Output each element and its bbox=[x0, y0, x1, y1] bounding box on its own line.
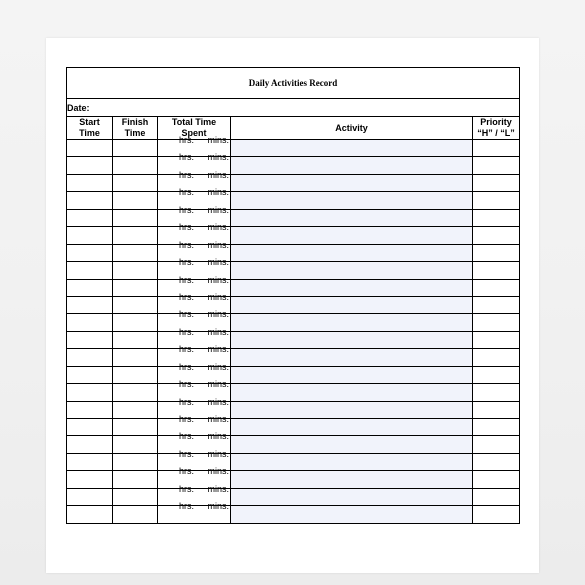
mins-label: mins. bbox=[207, 309, 229, 320]
table-row bbox=[67, 227, 520, 244]
finish-time-cell[interactable] bbox=[113, 436, 158, 453]
table-row bbox=[67, 192, 520, 209]
activity-cell[interactable] bbox=[231, 314, 473, 331]
header-total-time: Total Time Spent bbox=[158, 117, 231, 140]
finish-time-cell[interactable] bbox=[113, 174, 158, 191]
priority-cell[interactable] bbox=[473, 209, 520, 226]
priority-cell[interactable] bbox=[473, 453, 520, 470]
priority-cell[interactable] bbox=[473, 296, 520, 313]
mins-label: mins. bbox=[207, 239, 229, 250]
table-row bbox=[67, 436, 520, 453]
activity-cell[interactable] bbox=[231, 331, 473, 348]
priority-cell[interactable] bbox=[473, 436, 520, 453]
priority-cell[interactable] bbox=[473, 157, 520, 174]
hrs-label: hrs. bbox=[179, 501, 195, 512]
activity-cell[interactable] bbox=[231, 488, 473, 505]
finish-time-cell[interactable] bbox=[113, 471, 158, 488]
activity-cell[interactable] bbox=[231, 227, 473, 244]
table-row bbox=[67, 140, 520, 157]
hrs-label: hrs. bbox=[179, 326, 195, 337]
header-start-time: Start Time bbox=[67, 117, 113, 140]
mins-label: mins. bbox=[207, 222, 229, 233]
finish-time-cell[interactable] bbox=[113, 209, 158, 226]
finish-time-cell[interactable] bbox=[113, 453, 158, 470]
start-time-cell[interactable] bbox=[67, 506, 113, 523]
mins-label: mins. bbox=[207, 448, 229, 459]
priority-cell[interactable] bbox=[473, 227, 520, 244]
mins-label: mins. bbox=[207, 169, 229, 180]
start-time-cell[interactable] bbox=[67, 157, 113, 174]
start-time-cell[interactable] bbox=[67, 192, 113, 209]
hrs-label: hrs. bbox=[179, 222, 195, 233]
activity-cell[interactable] bbox=[231, 384, 473, 401]
table-row bbox=[67, 506, 520, 523]
header-finish-time: Finish Time bbox=[113, 117, 158, 140]
activity-cell[interactable] bbox=[231, 506, 473, 523]
mins-label: mins. bbox=[207, 326, 229, 337]
table-row bbox=[67, 157, 520, 174]
start-time-cell[interactable] bbox=[67, 453, 113, 470]
table-row bbox=[67, 401, 520, 418]
mins-label: mins. bbox=[207, 274, 229, 285]
activity-cell[interactable] bbox=[231, 157, 473, 174]
hrs-label: hrs. bbox=[179, 309, 195, 320]
daily-activities-table bbox=[66, 67, 520, 524]
start-time-cell[interactable] bbox=[67, 488, 113, 505]
hrs-label: hrs. bbox=[179, 448, 195, 459]
start-time-cell[interactable] bbox=[67, 174, 113, 191]
form-title: Daily Activities Record bbox=[67, 68, 520, 99]
mins-label: mins. bbox=[207, 291, 229, 302]
table-row bbox=[67, 174, 520, 191]
activity-cell[interactable] bbox=[231, 140, 473, 157]
activity-cell[interactable] bbox=[231, 436, 473, 453]
activity-cell[interactable] bbox=[231, 401, 473, 418]
finish-time-cell[interactable] bbox=[113, 349, 158, 366]
mins-label: mins. bbox=[207, 344, 229, 355]
table-row bbox=[67, 209, 520, 226]
mins-label: mins. bbox=[207, 135, 229, 145]
hrs-label: hrs. bbox=[179, 414, 195, 424]
activity-cell[interactable] bbox=[231, 296, 473, 313]
table-row bbox=[67, 262, 520, 279]
finish-time-cell[interactable] bbox=[113, 192, 158, 209]
hrs-label: hrs. bbox=[179, 187, 195, 198]
start-time-cell[interactable] bbox=[67, 419, 113, 436]
priority-cell[interactable] bbox=[473, 471, 520, 488]
activity-cell[interactable] bbox=[231, 174, 473, 191]
hrs-label: hrs. bbox=[179, 204, 195, 215]
mins-label: mins. bbox=[207, 431, 229, 442]
start-time-cell[interactable] bbox=[67, 471, 113, 488]
start-time-cell[interactable] bbox=[67, 262, 113, 279]
priority-cell[interactable] bbox=[473, 488, 520, 505]
start-time-cell[interactable] bbox=[67, 366, 113, 383]
finish-time-cell[interactable] bbox=[113, 279, 158, 296]
date-field[interactable] bbox=[67, 99, 520, 117]
activity-cell[interactable] bbox=[231, 244, 473, 261]
activity-cell[interactable] bbox=[231, 453, 473, 470]
table-row bbox=[67, 349, 520, 366]
mins-label: mins. bbox=[207, 483, 229, 494]
hrs-label: hrs. bbox=[179, 169, 195, 180]
activity-cell[interactable] bbox=[231, 419, 473, 436]
hrs-label: hrs. bbox=[179, 257, 195, 268]
table-row bbox=[67, 471, 520, 488]
start-time-cell[interactable] bbox=[67, 401, 113, 418]
finish-time-cell[interactable] bbox=[113, 140, 158, 157]
mins-label: mins. bbox=[207, 466, 229, 477]
mins-label: mins. bbox=[207, 501, 229, 512]
finish-time-cell[interactable] bbox=[113, 488, 158, 505]
hrs-label: hrs. bbox=[179, 396, 195, 407]
header-priority: Priority “H” / “L” bbox=[473, 117, 520, 140]
priority-cell[interactable] bbox=[473, 174, 520, 191]
finish-time-cell[interactable] bbox=[113, 296, 158, 313]
activity-cell[interactable] bbox=[231, 192, 473, 209]
finish-time-cell[interactable] bbox=[113, 262, 158, 279]
hrs-label: hrs. bbox=[179, 379, 195, 390]
finish-time-cell[interactable] bbox=[113, 366, 158, 383]
finish-time-cell[interactable] bbox=[113, 506, 158, 523]
mins-label: mins. bbox=[207, 187, 229, 198]
start-time-cell[interactable] bbox=[67, 436, 113, 453]
mins-label: mins. bbox=[207, 257, 229, 268]
table-row bbox=[67, 314, 520, 331]
date-label: Date: bbox=[67, 102, 90, 113]
priority-cell[interactable] bbox=[473, 419, 520, 436]
start-time-cell[interactable] bbox=[67, 209, 113, 226]
start-time-cell[interactable] bbox=[67, 296, 113, 313]
activity-cell[interactable] bbox=[231, 471, 473, 488]
total-time-cell[interactable] bbox=[158, 501, 231, 523]
hrs-label: hrs. bbox=[179, 152, 195, 163]
priority-cell[interactable] bbox=[473, 140, 520, 157]
table-row bbox=[67, 279, 520, 296]
finish-time-cell[interactable] bbox=[113, 384, 158, 401]
table-row bbox=[67, 366, 520, 383]
hrs-label: hrs. bbox=[179, 344, 195, 355]
start-time-cell[interactable] bbox=[67, 384, 113, 401]
start-time-cell[interactable] bbox=[67, 244, 113, 261]
activity-cell[interactable] bbox=[231, 366, 473, 383]
mins-label: mins. bbox=[207, 414, 229, 424]
mins-label: mins. bbox=[207, 396, 229, 407]
hrs-label: hrs. bbox=[179, 483, 195, 494]
mins-label: mins. bbox=[207, 379, 229, 390]
priority-cell[interactable] bbox=[473, 366, 520, 383]
priority-cell[interactable] bbox=[473, 331, 520, 348]
table-row bbox=[67, 296, 520, 313]
table-row bbox=[67, 488, 520, 505]
activity-cell[interactable] bbox=[231, 279, 473, 296]
priority-cell[interactable] bbox=[473, 279, 520, 296]
table-row bbox=[67, 453, 520, 470]
finish-time-cell[interactable] bbox=[113, 227, 158, 244]
priority-cell[interactable] bbox=[473, 401, 520, 418]
table-row bbox=[67, 331, 520, 348]
hrs-label: hrs. bbox=[179, 291, 195, 302]
hrs-label: hrs. bbox=[179, 361, 195, 372]
priority-cell[interactable] bbox=[473, 349, 520, 366]
start-time-cell[interactable] bbox=[67, 349, 113, 366]
hrs-label: hrs. bbox=[179, 466, 195, 477]
finish-time-cell[interactable] bbox=[113, 331, 158, 348]
priority-cell[interactable] bbox=[473, 262, 520, 279]
hrs-label: hrs. bbox=[179, 239, 195, 250]
finish-time-cell[interactable] bbox=[113, 419, 158, 436]
activity-cell[interactable] bbox=[231, 349, 473, 366]
finish-time-cell[interactable] bbox=[113, 314, 158, 331]
header-activity: Activity bbox=[231, 117, 473, 140]
hrs-label: hrs. bbox=[179, 431, 195, 442]
hrs-label: hrs. bbox=[179, 135, 195, 145]
table-row bbox=[67, 419, 520, 436]
activity-cell[interactable] bbox=[231, 262, 473, 279]
priority-cell[interactable] bbox=[473, 506, 520, 523]
priority-cell[interactable] bbox=[473, 384, 520, 401]
table-row bbox=[67, 244, 520, 261]
priority-cell[interactable] bbox=[473, 192, 520, 209]
start-time-cell[interactable] bbox=[67, 331, 113, 348]
activity-cell[interactable] bbox=[231, 209, 473, 226]
finish-time-cell[interactable] bbox=[113, 244, 158, 261]
finish-time-cell[interactable] bbox=[113, 157, 158, 174]
priority-cell[interactable] bbox=[473, 244, 520, 261]
start-time-cell[interactable] bbox=[67, 314, 113, 331]
priority-cell[interactable] bbox=[473, 314, 520, 331]
start-time-cell[interactable] bbox=[67, 227, 113, 244]
start-time-cell[interactable] bbox=[67, 279, 113, 296]
mins-label: mins. bbox=[207, 204, 229, 215]
start-time-cell[interactable] bbox=[67, 140, 113, 157]
mins-label: mins. bbox=[207, 361, 229, 372]
table-row bbox=[67, 384, 520, 401]
mins-label: mins. bbox=[207, 152, 229, 163]
hrs-label: hrs. bbox=[179, 274, 195, 285]
finish-time-cell[interactable] bbox=[113, 401, 158, 418]
